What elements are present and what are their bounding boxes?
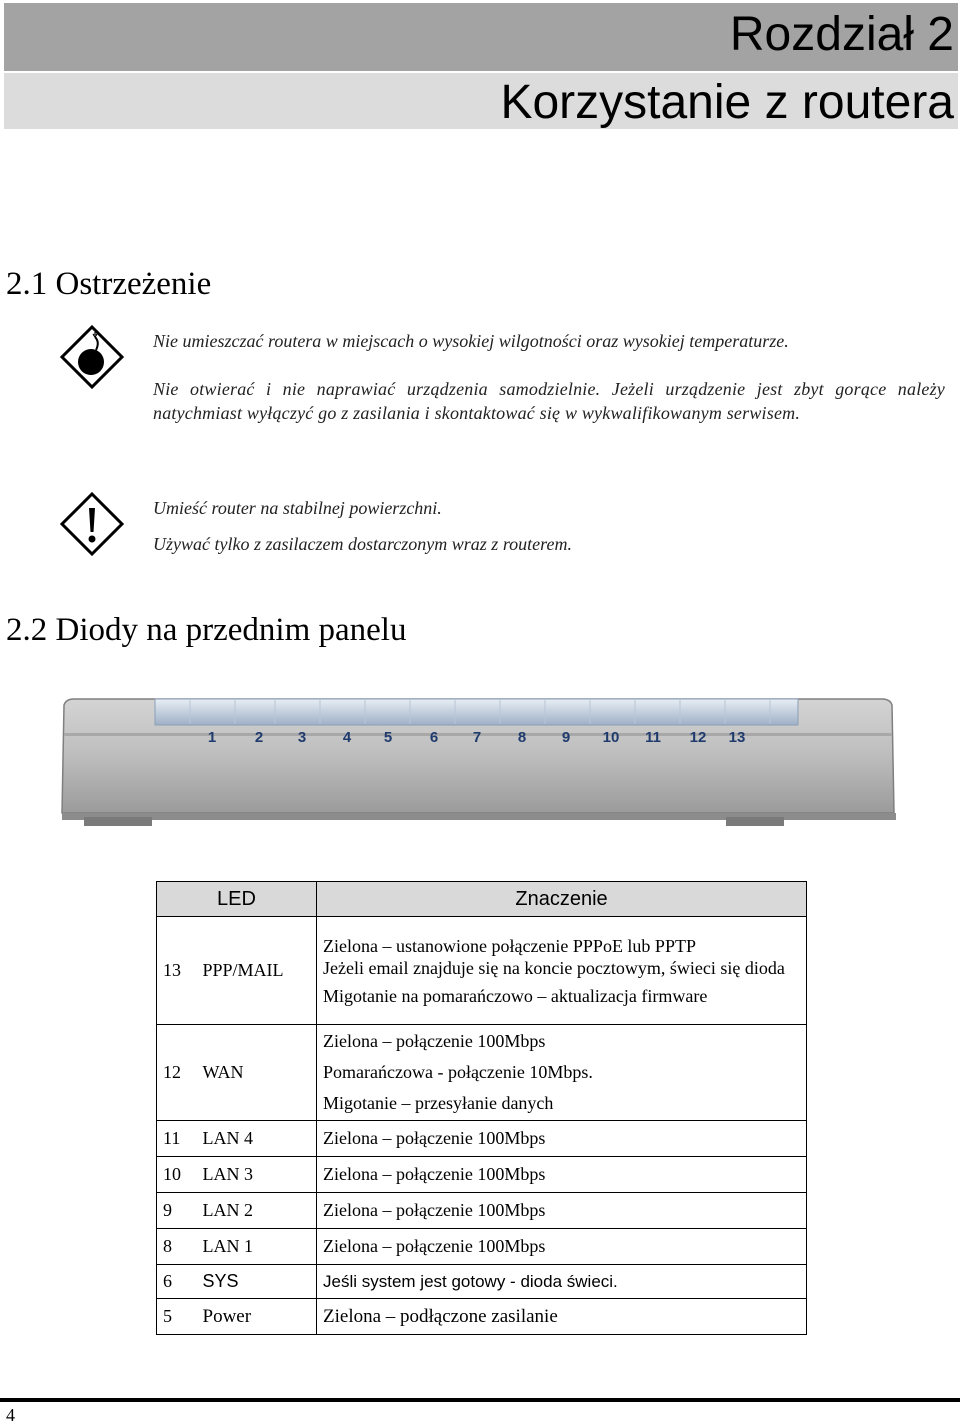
warning-use-adapter: Używać tylko z zasilaczem dostarczonym wraz z routerem. bbox=[153, 534, 572, 554]
led-meaning: Zielona – podłączone zasilanie bbox=[317, 1299, 807, 1335]
led-number-12: 12 bbox=[689, 729, 707, 746]
table-row bbox=[157, 1025, 807, 1121]
led-name: LAN 4 bbox=[197, 1121, 317, 1157]
led-number-11: 11 bbox=[645, 729, 661, 746]
table-row bbox=[157, 1193, 807, 1229]
led-meaning bbox=[317, 917, 807, 1025]
led-num: 12 bbox=[157, 1025, 197, 1121]
led-name: LAN 2 bbox=[197, 1193, 317, 1229]
led-meaning: Zielona – połączenie 100Mbps bbox=[317, 1121, 807, 1157]
led-meaning: Zielona – połączenie 100Mbps bbox=[317, 1157, 807, 1193]
table-row bbox=[157, 1121, 807, 1157]
table-row bbox=[157, 917, 807, 1025]
led-number-6: 6 bbox=[429, 729, 439, 746]
table-row bbox=[157, 1299, 807, 1335]
led-num: 11 bbox=[157, 1121, 197, 1157]
page-number: 4 bbox=[6, 1405, 15, 1425]
led-number-8: 8 bbox=[517, 729, 527, 746]
led-number-1: 1 bbox=[207, 729, 217, 746]
section-title-leds: 2.2 Diody na przednim panelu bbox=[6, 612, 407, 648]
chapter-title: Korzystanie z routera bbox=[500, 76, 954, 129]
warning-stable-surface: Umieść router na stabilnej powierzchni. bbox=[153, 498, 442, 518]
led-meaning bbox=[317, 1025, 807, 1121]
meaning-line: Pomarańczowa - połączenie 10Mbps. bbox=[323, 1062, 593, 1082]
led-name: SYS bbox=[197, 1265, 317, 1299]
led-number-4: 4 bbox=[342, 729, 352, 746]
meaning-line: Jeżeli email znajduje się na koncie pocztowym, świeci się dioda bbox=[323, 957, 785, 978]
header-led: LED bbox=[157, 882, 317, 917]
led-number-9: 9 bbox=[561, 729, 571, 746]
led-table bbox=[156, 881, 807, 1335]
footer-rule bbox=[0, 1398, 960, 1402]
bomb-warning-icon bbox=[60, 325, 124, 389]
meaning-line: Migotanie na pomarańczowo – aktualizacja firmware bbox=[323, 985, 708, 1006]
led-num: 9 bbox=[157, 1193, 197, 1229]
table-row bbox=[157, 1265, 807, 1299]
meaning-line: Zielona – połączenie 100Mbps bbox=[323, 1031, 546, 1051]
led-number-2: 2 bbox=[254, 729, 264, 746]
warning-humidity: Nie umieszczać routera w miejscach o wysokiej wilgotności oraz wysokiej temperaturze. bbox=[153, 331, 789, 351]
led-name: WAN bbox=[197, 1025, 317, 1121]
led-num: 13 bbox=[157, 917, 197, 1025]
section-title-warning: 2.1 Ostrzeżenie bbox=[6, 266, 212, 302]
led-number-7: 7 bbox=[472, 729, 482, 746]
header-meaning: Znaczenie bbox=[317, 882, 807, 917]
led-number-3: 3 bbox=[297, 729, 307, 746]
table-header-row bbox=[157, 882, 807, 917]
chapter-label: Rozdział 2 bbox=[729, 8, 954, 61]
table-row bbox=[157, 1229, 807, 1265]
led-meaning: Zielona – połączenie 100Mbps bbox=[317, 1229, 807, 1265]
led-meaning: Zielona – połączenie 100Mbps bbox=[317, 1193, 807, 1229]
led-name: PPP/MAIL bbox=[197, 917, 317, 1025]
header-band-top bbox=[4, 3, 958, 71]
led-num: 6 bbox=[157, 1265, 197, 1299]
led-num: 8 bbox=[157, 1229, 197, 1265]
led-number-5: 5 bbox=[383, 729, 393, 746]
meaning-line: Zielona – ustanowione połączenie PPPoE lub PPTP bbox=[323, 935, 696, 956]
warning-do-not-open: Nie otwierać i nie naprawiać urządzenia samodzielnie. Jeżeli urządzenie jest zbyt gorące należy natychmiast wyłączyć go z zasilania i skontaktować się w wykwalifikowanym serwisem. bbox=[153, 379, 945, 423]
chapter-header bbox=[4, 3, 958, 129]
meaning-line: Migotanie – przesyłanie danych bbox=[323, 1093, 554, 1113]
led-num: 10 bbox=[157, 1157, 197, 1193]
led-meaning: Jeśli system jest gotowy - dioda świeci. bbox=[317, 1265, 807, 1299]
router-front-panel-image bbox=[60, 693, 896, 828]
led-name: LAN 3 bbox=[197, 1157, 317, 1193]
led-number-10: 10 bbox=[602, 729, 620, 746]
led-name: LAN 1 bbox=[197, 1229, 317, 1265]
led-name: Power bbox=[197, 1299, 317, 1335]
led-num: 5 bbox=[157, 1299, 197, 1335]
table-row bbox=[157, 1157, 807, 1193]
exclamation-warning-icon bbox=[60, 492, 124, 556]
led-number-13: 13 bbox=[728, 729, 746, 746]
